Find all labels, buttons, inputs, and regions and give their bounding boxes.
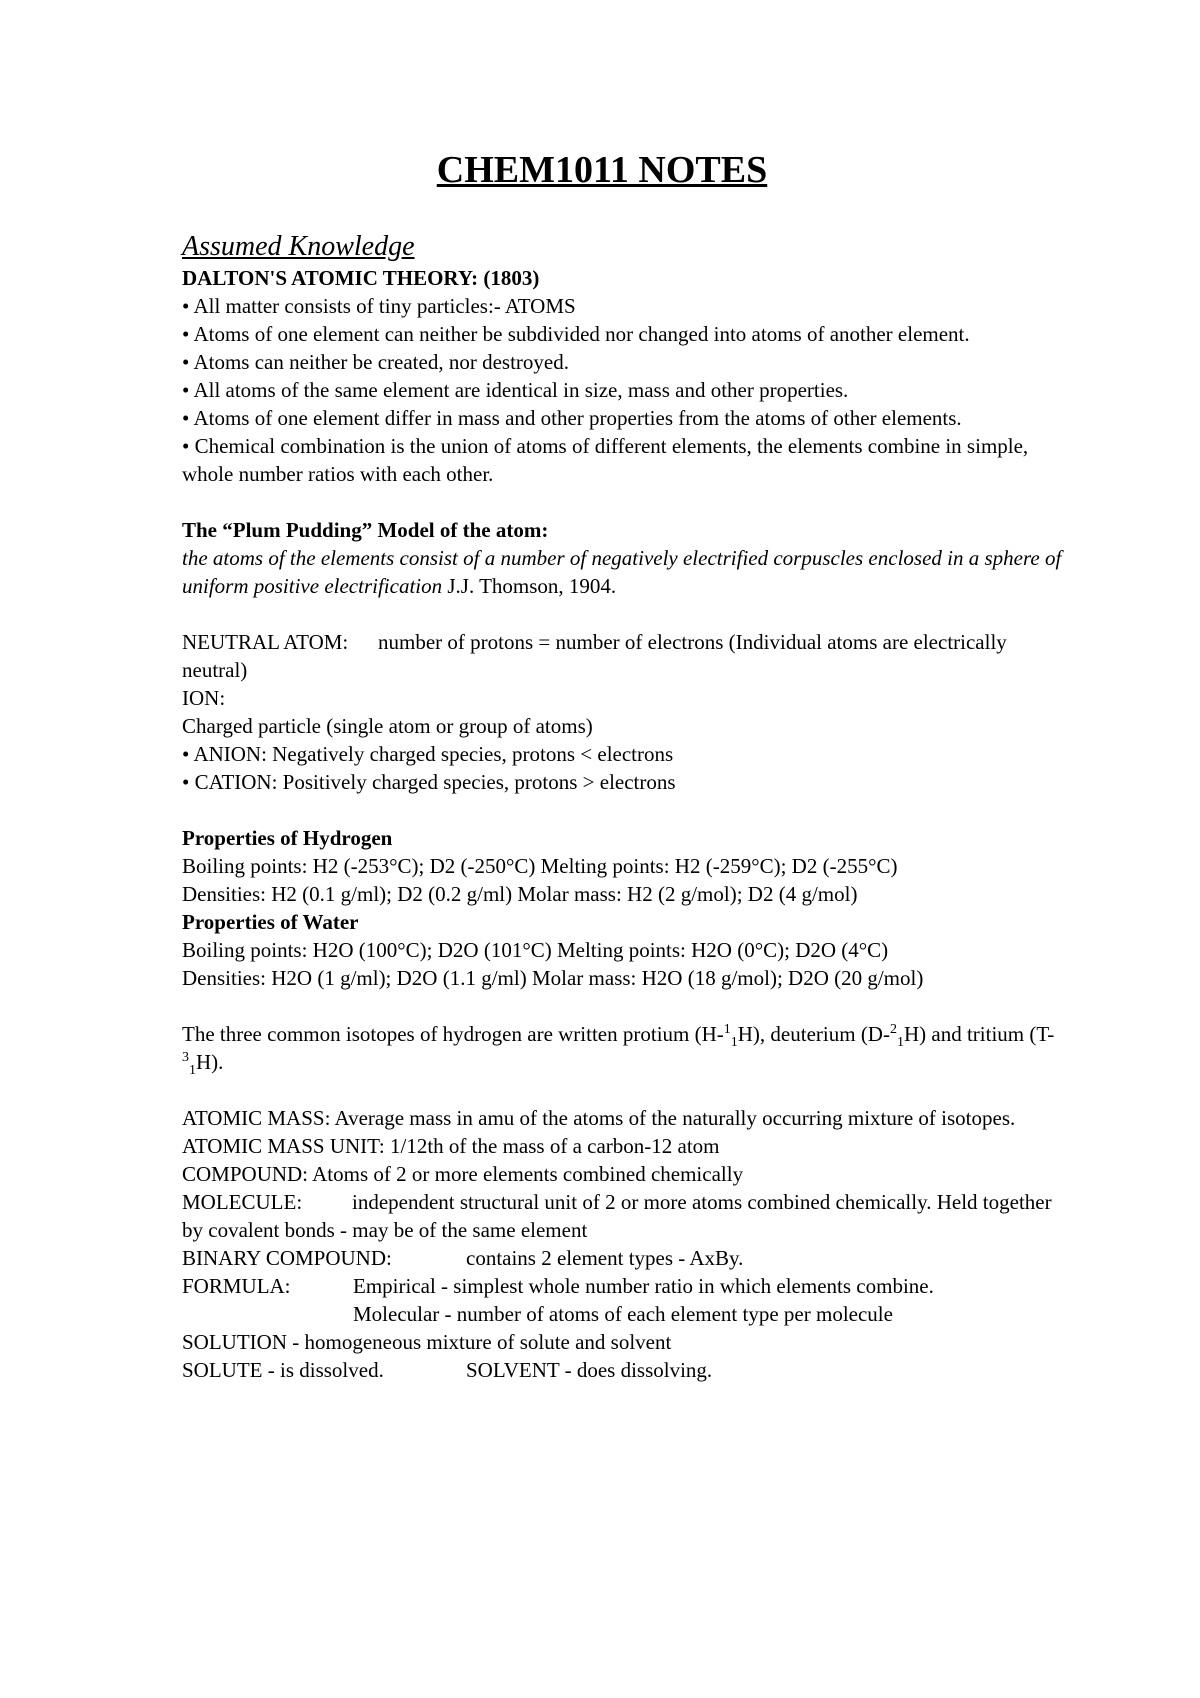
water-line: Densities: H2O (1 g/ml); D2O (1.1 g/ml) Molar mass: H2O (18 g/mol); D2O (20 g/mol)	[182, 966, 924, 990]
anion-item: • ANION: Negatively charged species, protons < electrons	[182, 742, 674, 766]
quote-text: the atoms of the elements consist of a number of negatively electrified corpuscles enclosed in a sphere of uniform positive electrification	[182, 546, 1062, 598]
section-heading-assumed: Assumed Knowledge	[182, 231, 415, 262]
dalton-item: • Chemical combination is the union of atoms of different elements, the elements combine in simple, whole number ratios with each other.	[182, 434, 1029, 486]
dalton-item: • Atoms of one element can neither be subdivided nor changed into atoms of another element.	[182, 322, 970, 346]
binary-compound-def	[182, 1244, 1062, 1272]
term: NEUTRAL ATOM:	[182, 630, 349, 654]
page-title: CHEM1011 NOTES	[436, 149, 768, 191]
solute-solvent-def	[182, 1356, 1062, 1384]
atomic-mass-def: ATOMIC MASS: Average mass in amu of the atoms of the naturally occurring mixture of isotopes.	[182, 1106, 1016, 1130]
dalton-item: • All matter consists of tiny particles:- ATOMS	[182, 294, 576, 318]
definition: SOLVENT - does dissolving.	[466, 1358, 713, 1382]
plum-pudding-quote	[182, 544, 1062, 600]
dalton-item: • Atoms can neither be created, nor destroyed.	[182, 350, 569, 374]
dalton-item: • Atoms of one element differ in mass and other properties from the atoms of other elements.	[182, 406, 962, 430]
water-line: Boiling points: H2O (100°C); D2O (101°C) Melting points: H2O (0°C); D2O (4°C)	[182, 938, 889, 962]
document-body	[182, 230, 1062, 1384]
quote-citation: J.J. Thomson, 1904.	[442, 574, 617, 598]
hydrogen-line: Boiling points: H2 (-253°C); D2 (-250°C) Melting points: H2 (-259°C); D2 (-255°C)	[182, 854, 898, 878]
solution-def: SOLUTION - homogeneous mixture of solute and solvent	[182, 1330, 672, 1354]
hydrogen-line: Densities: H2 (0.1 g/ml); D2 (0.2 g/ml) Molar mass: H2 (2 g/mol); D2 (4 g/mol)	[182, 882, 858, 906]
isotopes-paragraph: The three common isotopes of hydrogen are written protium (H-$^1_1$H), deuterium (D-$^2_1$H) and tritium (T-$^3_1$H).	[182, 1022, 1055, 1079]
term: MOLECULE:	[182, 1190, 303, 1214]
ion-term: ION:	[182, 686, 226, 710]
definition: independent structural unit of 2 or more atoms combined chemically. Held together by covalent bonds - may be of the same element	[182, 1190, 1052, 1242]
term: BINARY COMPOUND:	[182, 1246, 392, 1270]
neutral-atom-def	[182, 628, 1062, 684]
term: SOLUTE - is dissolved.	[182, 1358, 384, 1382]
amu-def: ATOMIC MASS UNIT: 1/12th of the mass of a carbon-12 atom	[182, 1134, 720, 1158]
dalton-item: • All atoms of the same element are identical in size, mass and other properties.	[182, 378, 849, 402]
term: FORMULA:	[182, 1274, 291, 1298]
molecule-def	[182, 1188, 1062, 1244]
hydrogen-heading: Properties of Hydrogen	[182, 826, 393, 850]
compound-def: COMPOUND: Atoms of 2 or more elements combined chemically	[182, 1162, 744, 1186]
water-heading: Properties of Water	[182, 910, 359, 934]
definition: contains 2 element types - AxBy.	[466, 1246, 744, 1270]
formula-def	[182, 1272, 1062, 1300]
definition: Empirical - simplest whole number ratio in which elements combine.	[353, 1274, 934, 1298]
ion-def: Charged particle (single atom or group of atoms)	[182, 714, 593, 738]
plum-pudding-heading: The “Plum Pudding” Model of the atom:	[182, 518, 549, 542]
cation-item: • CATION: Positively charged species, protons > electrons	[182, 770, 676, 794]
formula-molecular: Molecular - number of atoms of each element type per molecule	[353, 1302, 893, 1326]
dalton-heading: DALTON'S ATOMIC THEORY: (1803)	[182, 266, 540, 290]
definition: number of protons = number of electrons (Individual atoms are electrically neutral)	[182, 630, 1007, 682]
